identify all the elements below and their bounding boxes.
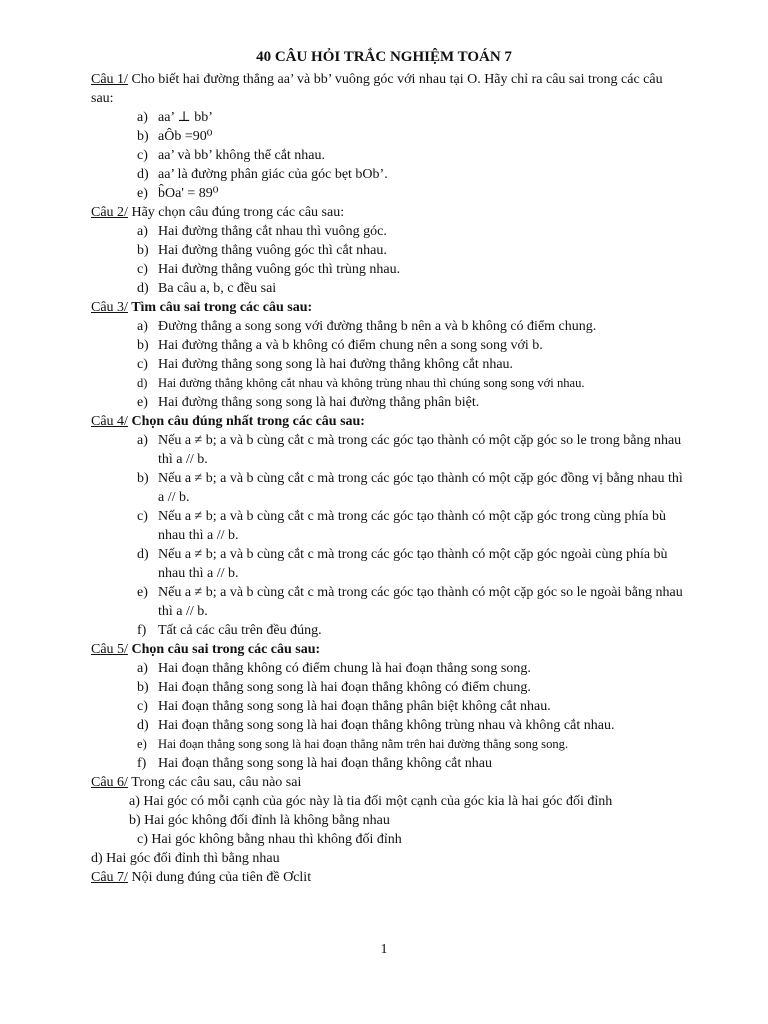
question-number: Câu 6/ xyxy=(91,775,128,790)
option-a: a) Nếu a ≠ b; a và b cùng cắt c mà trong các góc tạo thành có một cặp góc so le trong bằng nhau thì a // b. xyxy=(137,433,682,467)
option-d: d) Hai góc đối đỉnh thì bằng nhau xyxy=(91,851,280,866)
option-b: b) Hai đoạn thẳng song song là hai đoạn thẳng không có điểm chung. xyxy=(137,680,531,695)
option-f: f) Tất cả các câu trên đều đúng. xyxy=(137,623,322,638)
question-4 xyxy=(91,412,686,640)
option-c: c) Hai đường thẳng vuông góc thì trùng nhau. xyxy=(137,262,401,277)
option-e: e) Hai đoạn thẳng song song là hai đoạn thẳng nằm trên hai đường thẳng song song. xyxy=(137,737,569,751)
page-number: 1 xyxy=(380,942,388,957)
question-text: Tìm câu sai trong các câu sau: xyxy=(127,300,313,315)
question-text: Chọn câu đúng nhất trong các câu sau: xyxy=(127,414,365,429)
option-a: a) Hai đoạn thẳng không có điểm chung là hai đoạn thẳng song song. xyxy=(137,661,531,676)
option-d: d) Nếu a ≠ b; a và b cùng cắt c mà trong các góc tạo thành có một cặp góc ngoài cùng phía bù nhau thì a // b. xyxy=(137,547,668,581)
option-d: d) Ba câu a, b, c đều sai xyxy=(137,281,277,296)
question-3 xyxy=(91,298,686,412)
option-c: c) Hai góc không bằng nhau thì không đối đỉnh xyxy=(137,832,402,847)
question-2 xyxy=(91,203,686,298)
question-7 xyxy=(91,868,686,887)
question-text: Chọn câu sai trong các câu sau: xyxy=(127,642,321,657)
option-b: b) Nếu a ≠ b; a và b cùng cắt c mà trong các góc tạo thành có một cặp góc đồng vị bằng nhau thì a // b. xyxy=(137,471,683,505)
option-c: c) aa’ và bb’ không thể cắt nhau. xyxy=(137,148,326,163)
option-e: e) b̂Oa' = 89⁰ xyxy=(137,186,219,201)
question-text: Trong các câu sau, câu nào sai xyxy=(127,775,302,790)
option-b: b) Hai đường thẳng a và b không có điểm chung nên a song song với b. xyxy=(137,338,543,353)
option-a: a) Hai góc có mỗi cạnh của góc này là tia đối một cạnh của góc kia là hai góc đối đỉnh xyxy=(129,794,613,809)
option-e: e) Nếu a ≠ b; a và b cùng cắt c mà trong các góc tạo thành có một cặp góc so le ngoài bằng nhau thì a // b. xyxy=(137,585,683,619)
question-number: Câu 3/ xyxy=(91,300,128,315)
question-5 xyxy=(91,640,686,773)
question-list xyxy=(91,70,686,887)
option-b: b) aÔb =90⁰ xyxy=(137,129,213,144)
option-d: d) Hai đường thẳng không cắt nhau và không trùng nhau thì chúng song song với nhau. xyxy=(137,376,585,390)
option-a: a) Đường thẳng a song song với đường thẳng b nên a và b không có điểm chung. xyxy=(137,319,597,334)
question-text: Nội dung đúng của tiên đề Ơclit xyxy=(127,870,312,885)
option-c: c) Hai đường thẳng song song là hai đường thẳng không cắt nhau. xyxy=(137,357,514,372)
question-text: Hãy chọn câu đúng trong các câu sau: xyxy=(127,205,345,220)
question-6 xyxy=(91,773,686,868)
option-b: b) Hai đường thẳng vuông góc thì cắt nhau. xyxy=(137,243,387,258)
option-a: a) Hai đường thẳng cắt nhau thì vuông góc. xyxy=(137,224,387,239)
question-number: Câu 2/ xyxy=(91,205,128,220)
option-d: d) Hai đoạn thẳng song song là hai đoạn thẳng không trùng nhau và không cắt nhau. xyxy=(137,718,615,733)
page-title: 40 CÂU HỎI TRẮC NGHIỆM TOÁN 7 xyxy=(256,49,512,65)
option-e: e) Hai đường thẳng song song là hai đường thẳng phân biệt. xyxy=(137,395,480,410)
option-a: a) aa’ ⊥ bb’ xyxy=(137,110,213,125)
option-b: b) Hai góc không đối đỉnh là không bằng nhau xyxy=(129,813,390,828)
option-d: d) aa’ là đường phân giác của góc bẹt bOb’. xyxy=(137,167,388,182)
question-text: Cho biết hai đường thẳng aa’ và bb’ vuông góc với nhau tại O. Hãy chỉ ra câu sai trong các câu sau: xyxy=(91,72,663,106)
option-f: f) Hai đoạn thẳng song song là hai đoạn thẳng không cắt nhau xyxy=(137,756,492,771)
question-number: Câu 5/ xyxy=(91,642,128,657)
question-1 xyxy=(91,70,686,203)
question-number: Câu 7/ xyxy=(91,870,128,885)
option-c: c) Hai đoạn thẳng song song là hai đoạn thẳng phân biệt không cắt nhau. xyxy=(137,699,551,714)
option-c: c) Nếu a ≠ b; a và b cùng cắt c mà trong các góc tạo thành có một cặp góc trong cùng phía bù nhau thì a // b. xyxy=(137,509,667,543)
question-number: Câu 4/ xyxy=(91,414,128,429)
question-number: Câu 1/ xyxy=(91,72,128,87)
